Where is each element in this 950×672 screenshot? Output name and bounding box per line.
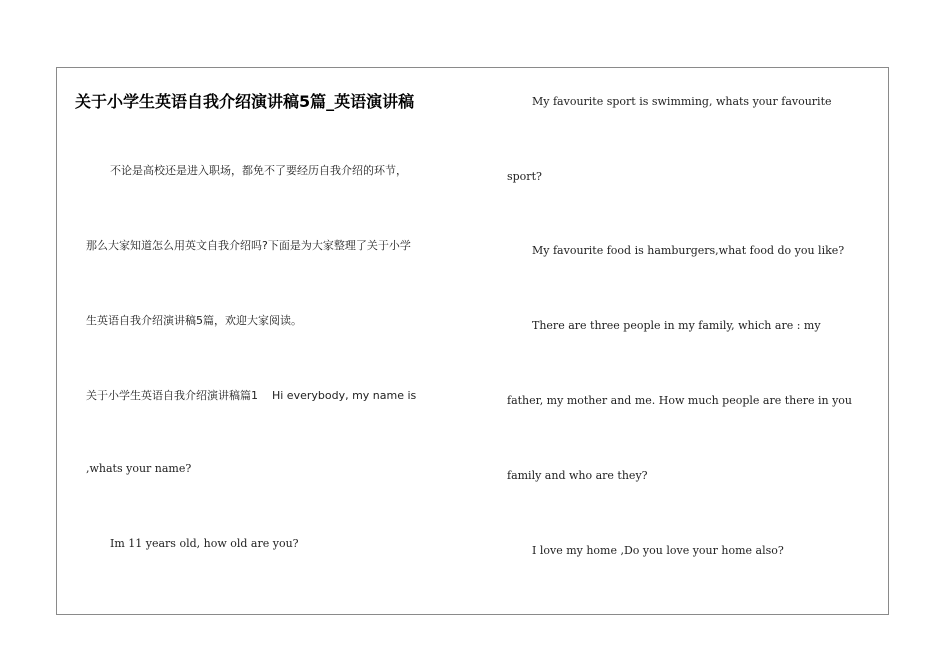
right-paragraph-line-1: My favourite sport is swimming, whats your favourite xyxy=(532,95,832,108)
right-paragraph-line-4: There are three people in my family, which are : my xyxy=(532,319,821,332)
left-paragraph-line-2: 那么大家知道怎么用英文自我介绍吗?下面是为大家整理了关于小学 xyxy=(86,239,411,252)
left-paragraph-line-5: ,whats your name? xyxy=(86,462,192,475)
left-paragraph-line-3: 生英语自我介绍演讲稿5篇，欢迎大家阅读。 xyxy=(86,314,302,327)
left-paragraph-line-4: 关于小学生英语自我介绍演讲稿篇1 Hi everybody, my name is xyxy=(86,389,417,402)
page-border xyxy=(56,67,889,615)
left-paragraph-line-1: 不论是高校还是进入职场，都免不了要经历自我介绍的环节， xyxy=(110,164,407,177)
right-paragraph-line-6: family and who are they? xyxy=(507,469,648,482)
document-title: 关于小学生英语自我介绍演讲稿5篇_英语演讲稿 xyxy=(75,92,415,111)
right-paragraph-line-3: My favourite food is hamburgers,what food do you like? xyxy=(532,244,845,257)
right-paragraph-line-5: father, my mother and me. How much people are there in you xyxy=(507,394,853,407)
left-paragraph-line-6: Im 11 years old, how old are you? xyxy=(110,537,299,550)
right-paragraph-line-7: I love my home ,Do you love your home also? xyxy=(532,544,784,557)
right-paragraph-line-2: sport? xyxy=(507,170,542,183)
